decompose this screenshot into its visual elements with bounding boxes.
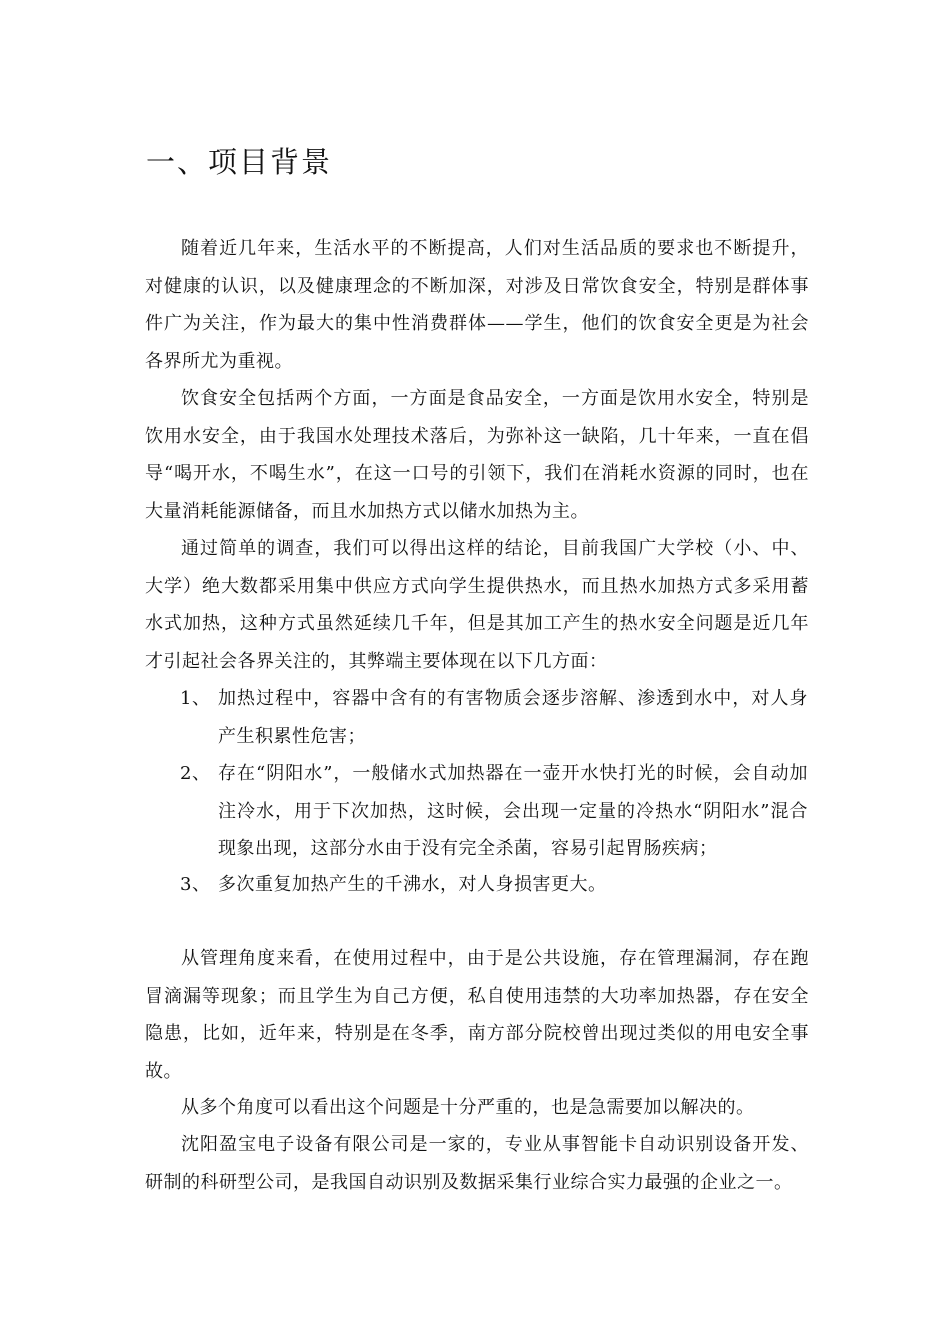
- list-text: 存在“阴阳水”，一般储水式加热器在一壶开水快打光的时候，会自动加注冷水，用于下次加热，这时候，会出现一定量的冷热水“阴阳水”混合现象出现，这部分水由于没有完全杀菌，容易引起胃肠疾病；: [218, 763, 808, 859]
- list-number: 3、: [180, 874, 211, 895]
- list-text: 多次重复加热产生的千沸水，对人身损害更大。: [218, 874, 607, 895]
- list-item-1: [180, 680, 808, 755]
- list-item-3: [180, 866, 808, 904]
- paragraph-background-1: 随着近几年来，生活水平的不断提高，人们对生活品质的要求也不断提升，对健康的认识，以及健康理念的不断加深，对涉及日常饮食安全，特别是群体事件广为关注，作为最大的集中性消费群体——学生，他们的饮食安全更是为社会各界所尤为重视。: [145, 238, 809, 372]
- list-item-2: [180, 755, 808, 868]
- list-text: 加热过程中，容器中含有的有害物质会逐步溶解、渗透到水中，对人身产生积累性危害；: [218, 688, 808, 747]
- list-number: 1、: [180, 688, 211, 709]
- paragraph-background-2: 饮食安全包括两个方面，一方面是食品安全，一方面是饮用水安全，特别是饮用水安全，由于我国水处理技术落后，为弥补这一缺陷，几十年来，一直在倡导“喝开水，不喝生水”，在这一口号的引领下，我们在消耗水资源的同时，也在大量消耗能源储备，而且水加热方式以储水加热为主。: [145, 388, 809, 522]
- paragraph-company: 沈阳盈宝电子设备有限公司是一家的，专业从事智能卡自动识别设备开发、研制的科研型公司，是我国自动识别及数据采集行业综合实力最强的企业之一。: [145, 1134, 809, 1193]
- paragraph-background-3: 通过简单的调查，我们可以得出这样的结论，目前我国广大学校（小、中、大学）绝大数都采用集中供应方式向学生提供热水，而且热水加热方式多采用蓄水式加热，这种方式虽然延续几千年，但是其加工产生的热水安全问题是近几年才引起社会各界关注的，其弊端主要体现在以下几方面：: [145, 538, 809, 672]
- section-heading: 一、项目背景: [146, 145, 333, 179]
- paragraph-severity: 从多个角度可以看出这个问题是十分严重的，也是急需要加以解决的。: [181, 1097, 755, 1118]
- list-number: 2、: [180, 763, 211, 784]
- paragraph-management: 从管理角度来看，在使用过程中，由于是公共设施，存在管理漏洞，存在跑冒滴漏等现象；而且学生为自己方便，私自使用违禁的大功率加热器，存在安全隐患，比如，近年来，特别是在冬季，南方部分院校曾出现过类似的用电安全事故。: [145, 948, 809, 1082]
